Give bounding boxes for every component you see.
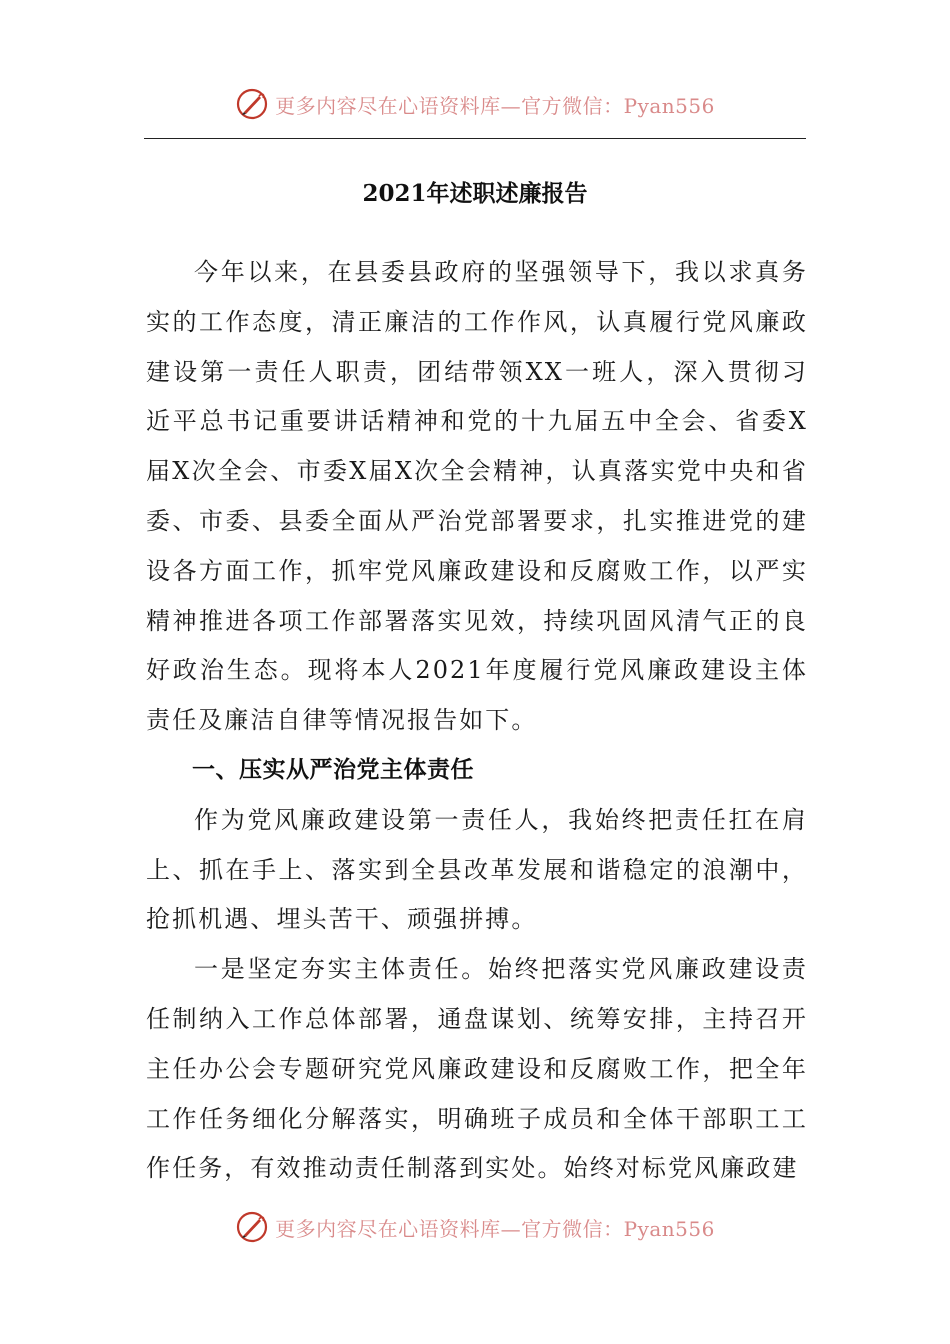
watermark-text: 更多内容尽在心语资料库—官方微信：Pyan556	[275, 93, 715, 118]
header-watermark	[0, 84, 950, 124]
section-heading-1: 一、压实从严治党主体责任	[192, 756, 474, 783]
document-body	[146, 248, 808, 1194]
section-1-paragraph-1: 作为党风廉政建设第一责任人，我始终把责任扛在肩上、抓在手上、落实到全县改革发展和谐稳定的浪潮中，抢抓机遇、埋头苦干、顽强拼搏。	[146, 805, 808, 934]
document-title: 2021年述职述廉报告	[362, 180, 588, 207]
section-1-paragraph-2: 一是坚定夯实主体责任。始终把落实党风廉政建设责任制纳入工作总体部署，通盘谋划、统筹安排，主持召开主任办公会专题研究党风廉政建设和反腐败工作，把全年工作任务细化分解落实，明确班子成员和全体干部职工工作任务，有效推动责任制落到实处。始终对标党风廉政建	[146, 955, 808, 1183]
quill-logo-icon	[235, 87, 269, 121]
intro-paragraph: 今年以来，在县委县政府的坚强领导下，我以求真务实的工作态度，清正廉洁的工作作风，认真履行党风廉政建设第一责任人职责，团结带领XX一班人，深入贯彻习近平总书记重要讲话精神和党的十九届五中全会、省委X届X次全会、市委X届X次全会精神，认真落实党中央和省委、市委、县委全面从严治党部署要求，扎实推进党的建设各方面工作，抓牢党风廉政建设和反腐败工作，以严实精神推进各项工作部署落实见效，持续巩固风清气正的良好政治生态。现将本人2021年度履行党风廉政建设主体责任及廉洁自律等情况报告如下。	[146, 258, 808, 735]
header-divider	[144, 138, 806, 139]
quill-logo-icon	[235, 1210, 269, 1244]
watermark-text: 更多内容尽在心语资料库—官方微信：Pyan556	[275, 1216, 715, 1241]
footer-watermark	[0, 1207, 950, 1247]
